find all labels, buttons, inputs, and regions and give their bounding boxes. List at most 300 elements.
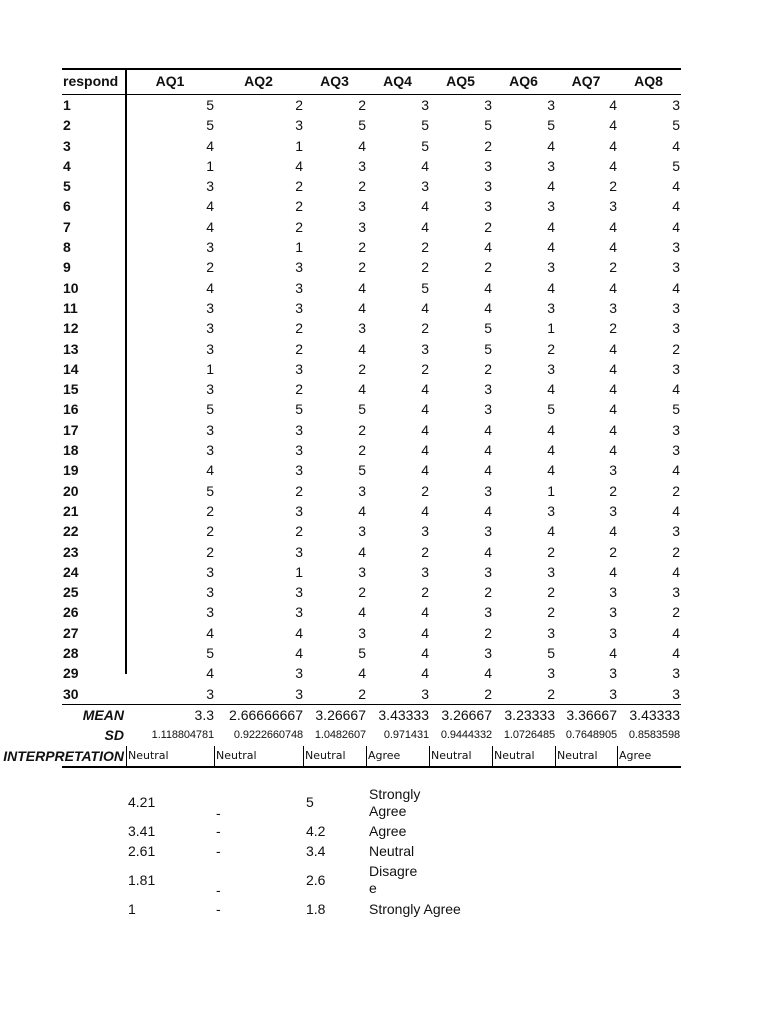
score-cell: 4	[206, 665, 214, 682]
score-cell: 3	[672, 97, 680, 113]
header-respondent: respond	[63, 73, 119, 89]
score-cell: 4	[206, 218, 214, 235]
table-row	[62, 481, 681, 501]
mean-value: 3.23333	[504, 706, 555, 723]
score-cell: 5	[206, 117, 214, 134]
score-cell: 4	[547, 239, 555, 256]
score-cell: 4	[295, 157, 303, 174]
sd-value: 0.8583598	[628, 729, 680, 742]
score-cell: 2	[484, 137, 492, 154]
score-cell: 3	[206, 584, 214, 601]
score-cell: 3	[206, 320, 214, 337]
score-cell: 3	[609, 198, 617, 215]
score-cell: 2	[421, 584, 429, 601]
scale-high: 2.6	[306, 872, 326, 888]
score-cell: 5	[672, 401, 680, 418]
interpretation-value: Neutral	[303, 746, 365, 766]
score-cell: 4	[484, 665, 492, 682]
score-cell: 2	[547, 340, 555, 357]
scale-high: 3.4	[306, 843, 326, 859]
table-row	[62, 399, 681, 419]
respondent-id: 9	[63, 259, 71, 276]
header-aq4: AQ4	[383, 73, 412, 89]
score-cell: 4	[484, 421, 492, 438]
score-cell: 5	[295, 401, 303, 418]
scale-low: 3.41	[128, 823, 156, 839]
score-cell: 4	[609, 645, 617, 662]
header-aq5: AQ5	[446, 73, 475, 89]
score-cell: 3	[609, 299, 617, 316]
score-cell: 2	[206, 523, 214, 540]
score-cell: 4	[547, 523, 555, 540]
score-cell: 2	[609, 259, 617, 276]
score-cell: 3	[421, 685, 429, 702]
score-cell: 5	[206, 645, 214, 662]
scale-high: 1.8	[306, 901, 326, 917]
score-cell: 2	[484, 584, 492, 601]
score-cell: 4	[358, 665, 366, 682]
score-cell: 3	[609, 584, 617, 601]
sd-value: 1.0726485	[503, 729, 555, 742]
score-cell: 2	[547, 685, 555, 702]
respondent-id: 5	[63, 178, 71, 195]
score-cell: 2	[358, 584, 366, 601]
score-cell: 2	[672, 482, 680, 499]
scale-high: 5	[306, 794, 314, 810]
table-row	[62, 196, 681, 216]
interpretation-value: Neutral	[429, 746, 491, 766]
header-aq2: AQ2	[244, 73, 273, 89]
score-cell: 3	[484, 401, 492, 418]
score-cell: 3	[206, 340, 214, 357]
sd-value: 0.9444332	[440, 729, 492, 742]
score-cell: 5	[358, 645, 366, 662]
score-cell: 4	[206, 279, 214, 296]
score-cell: 3	[609, 502, 617, 519]
score-cell: 5	[484, 340, 492, 357]
interpretation-value: Agree	[366, 746, 428, 766]
respondent-id: 4	[63, 157, 71, 174]
mean-row	[62, 704, 681, 725]
mean-value: 3.43333	[378, 706, 429, 723]
score-cell: 2	[672, 340, 680, 357]
score-cell: 4	[547, 381, 555, 398]
score-cell: 4	[609, 401, 617, 418]
score-cell: 5	[484, 320, 492, 337]
score-cell: 3	[672, 259, 680, 276]
score-cell: 5	[421, 117, 429, 134]
scale-desc: Strongly Agree	[369, 901, 461, 917]
score-cell: 2	[484, 360, 492, 377]
score-cell: 4	[609, 137, 617, 154]
score-cell: 3	[484, 523, 492, 540]
score-cell: 4	[609, 218, 617, 235]
survey-table	[3, 68, 681, 768]
score-cell: 1	[295, 239, 303, 256]
score-cell: 3	[295, 685, 303, 702]
score-cell: 4	[484, 279, 492, 296]
header-aq6: AQ6	[509, 73, 538, 89]
respondent-id: 18	[63, 442, 79, 459]
table-row	[62, 460, 681, 480]
scale-dash: -	[216, 823, 221, 839]
score-cell: 3	[672, 320, 680, 337]
table-row	[62, 217, 681, 237]
score-cell: 3	[295, 442, 303, 459]
score-cell: 4	[421, 462, 429, 479]
score-cell: 2	[358, 239, 366, 256]
score-cell: 2	[484, 624, 492, 641]
respondent-id: 3	[63, 137, 71, 154]
score-cell: 3	[295, 279, 303, 296]
score-cell: 3	[609, 624, 617, 641]
score-cell: 3	[609, 685, 617, 702]
score-cell: 3	[421, 563, 429, 580]
score-cell: 3	[547, 563, 555, 580]
score-cell: 4	[609, 381, 617, 398]
respondent-id: 29	[63, 665, 79, 682]
mean-label: MEAN	[82, 706, 124, 723]
score-cell: 3	[484, 645, 492, 662]
respondent-id: 24	[63, 563, 79, 580]
score-cell: 4	[672, 502, 680, 519]
score-cell: 3	[547, 665, 555, 682]
score-cell: 3	[547, 97, 555, 113]
score-cell: 4	[421, 218, 429, 235]
table-row	[62, 562, 681, 582]
score-cell: 3	[206, 239, 214, 256]
header-aq3: AQ3	[320, 73, 349, 89]
respondent-id: 10	[63, 279, 79, 296]
score-cell: 4	[358, 340, 366, 357]
interpretation-value: Agree	[617, 746, 679, 766]
score-cell: 4	[672, 198, 680, 215]
score-cell: 3	[206, 178, 214, 195]
score-cell: 2	[421, 239, 429, 256]
score-cell: 4	[609, 442, 617, 459]
score-cell: 4	[358, 543, 366, 560]
score-cell: 3	[609, 462, 617, 479]
score-cell: 2	[609, 543, 617, 560]
sd-label: SD	[104, 727, 124, 744]
table-row	[62, 115, 681, 135]
score-cell: 2	[358, 259, 366, 276]
mean-value: 3.36667	[566, 706, 617, 723]
score-cell: 4	[672, 178, 680, 195]
table-row	[62, 359, 681, 379]
score-cell: 2	[421, 482, 429, 499]
score-cell: 3	[672, 665, 680, 682]
score-cell: 3	[672, 239, 680, 256]
score-cell: 3	[358, 482, 366, 499]
score-cell: 4	[421, 665, 429, 682]
score-cell: 5	[672, 117, 680, 134]
score-cell: 3	[547, 299, 555, 316]
score-cell: 4	[358, 279, 366, 296]
table-row	[62, 176, 681, 196]
score-cell: 2	[358, 421, 366, 438]
score-cell: 2	[547, 604, 555, 621]
score-cell: 4	[672, 462, 680, 479]
score-cell: 3	[295, 543, 303, 560]
score-cell: 3	[547, 502, 555, 519]
score-cell: 3	[358, 157, 366, 174]
score-cell: 3	[672, 360, 680, 377]
scale-dash: -	[216, 901, 221, 917]
score-cell: 2	[421, 360, 429, 377]
score-cell: 1	[547, 320, 555, 337]
score-cell: 4	[672, 563, 680, 580]
score-cell: 4	[609, 563, 617, 580]
scale-desc: Agree	[369, 823, 407, 839]
table-row	[62, 643, 681, 663]
score-cell: 3	[547, 360, 555, 377]
score-cell: 2	[295, 198, 303, 215]
score-cell: 5	[206, 482, 214, 499]
scale-low: 1.81	[128, 872, 156, 888]
score-cell: 2	[484, 685, 492, 702]
table-row	[62, 278, 681, 298]
interpretation-value: Neutral	[555, 746, 616, 766]
score-cell: 3	[358, 320, 366, 337]
table-row	[62, 318, 681, 338]
score-cell: 4	[421, 157, 429, 174]
table-row	[62, 379, 681, 399]
score-cell: 4	[358, 381, 366, 398]
header-aq1: AQ1	[155, 73, 185, 89]
score-cell: 2	[295, 97, 303, 113]
score-cell: 3	[206, 604, 214, 621]
score-cell: 2	[358, 97, 366, 113]
table-row	[62, 501, 681, 521]
score-cell: 3	[358, 624, 366, 641]
score-cell: 2	[295, 178, 303, 195]
respondent-id: 21	[63, 502, 79, 519]
score-cell: 5	[484, 117, 492, 134]
respondent-id: 20	[63, 482, 79, 499]
score-cell: 4	[609, 279, 617, 296]
score-cell: 2	[609, 482, 617, 499]
score-cell: 4	[547, 421, 555, 438]
respondent-id: 14	[63, 360, 79, 377]
score-cell: 4	[421, 421, 429, 438]
score-cell: 1	[206, 360, 214, 377]
score-cell: 3	[547, 157, 555, 174]
score-cell: 2	[547, 543, 555, 560]
score-cell: 3	[672, 584, 680, 601]
table-row	[62, 136, 681, 156]
respondent-id: 26	[63, 604, 79, 621]
score-cell: 3	[672, 442, 680, 459]
table-row	[62, 663, 681, 683]
table-row	[62, 582, 681, 602]
table-row	[62, 420, 681, 440]
score-cell: 1	[206, 157, 214, 174]
score-cell: 5	[547, 117, 555, 134]
interpretation-value: Neutral	[126, 746, 213, 766]
score-cell: 3	[421, 340, 429, 357]
score-cell: 3	[295, 421, 303, 438]
score-cell: 2	[358, 442, 366, 459]
score-cell: 4	[672, 624, 680, 641]
score-cell: 2	[295, 340, 303, 357]
scale-desc: Neutral	[369, 843, 415, 859]
score-cell: 3	[609, 665, 617, 682]
score-cell: 2	[547, 584, 555, 601]
score-cell: 4	[609, 117, 617, 134]
score-cell: 4	[421, 299, 429, 316]
score-cell: 3	[358, 198, 366, 215]
score-cell: 4	[609, 340, 617, 357]
score-cell: 5	[672, 157, 680, 174]
score-cell: 2	[609, 320, 617, 337]
score-cell: 2	[358, 685, 366, 702]
sd-row	[62, 725, 681, 745]
score-cell: 1	[295, 137, 303, 154]
score-cell: 3	[672, 299, 680, 316]
respondent-id: 1	[63, 97, 71, 113]
score-cell: 3	[421, 178, 429, 195]
score-cell: 5	[206, 97, 214, 113]
score-cell: 4	[421, 401, 429, 418]
respondent-id: 12	[63, 320, 79, 337]
score-cell: 4	[358, 299, 366, 316]
score-cell: 5	[421, 137, 429, 154]
respondent-id: 2	[63, 117, 71, 134]
respondent-id: 15	[63, 381, 79, 398]
score-cell: 2	[421, 320, 429, 337]
header-aq7: AQ7	[571, 73, 601, 89]
column-divider	[125, 68, 127, 674]
scale-dash: -	[216, 805, 221, 821]
score-cell: 3	[295, 584, 303, 601]
table-header	[62, 68, 681, 95]
score-cell: 4	[484, 299, 492, 316]
score-cell: 2	[484, 259, 492, 276]
score-cell: 4	[295, 624, 303, 641]
table-row	[62, 623, 681, 643]
score-cell: 4	[547, 218, 555, 235]
score-cell: 4	[547, 442, 555, 459]
header-aq8: AQ8	[634, 73, 663, 89]
respondent-id: 19	[63, 462, 79, 479]
respondent-id: 23	[63, 543, 79, 560]
score-cell: 5	[421, 279, 429, 296]
score-cell: 2	[672, 604, 680, 621]
score-cell: 1	[547, 482, 555, 499]
score-cell: 4	[672, 137, 680, 154]
score-cell: 2	[295, 381, 303, 398]
score-cell: 5	[206, 401, 214, 418]
score-cell: 4	[484, 462, 492, 479]
scale-low: 4.21	[128, 794, 156, 810]
score-cell: 4	[421, 381, 429, 398]
score-cell: 3	[358, 563, 366, 580]
score-cell: 3	[484, 157, 492, 174]
score-cell: 3	[295, 604, 303, 621]
score-cell: 3	[421, 523, 429, 540]
score-cell: 3	[295, 665, 303, 682]
score-cell: 5	[358, 401, 366, 418]
score-cell: 2	[295, 482, 303, 499]
score-cell: 3	[547, 259, 555, 276]
respondent-id: 22	[63, 523, 79, 540]
scale-desc: Strongly Agree	[369, 786, 421, 819]
score-cell: 2	[421, 259, 429, 276]
respondent-id: 11	[63, 299, 78, 316]
score-cell: 1	[295, 563, 303, 580]
score-cell: 3	[547, 198, 555, 215]
score-cell: 5	[358, 462, 366, 479]
score-cell: 2	[295, 523, 303, 540]
respondent-id: 13	[63, 340, 79, 357]
score-cell: 4	[295, 645, 303, 662]
mean-value: 3.43333	[629, 706, 680, 723]
scale-dash: -	[216, 882, 221, 898]
scale-low: 2.61	[128, 843, 156, 859]
score-cell: 4	[672, 645, 680, 662]
mean-value: 3.26667	[315, 706, 366, 723]
score-cell: 4	[358, 604, 366, 621]
mean-value: 3.26667	[441, 706, 492, 723]
score-cell: 3	[206, 381, 214, 398]
score-cell: 3	[206, 421, 214, 438]
score-cell: 3	[672, 421, 680, 438]
score-cell: 2	[295, 218, 303, 235]
scale-dash: -	[216, 843, 221, 859]
score-cell: 4	[484, 442, 492, 459]
score-cell: 3	[421, 97, 429, 113]
score-cell: 2	[609, 178, 617, 195]
score-cell: 4	[672, 381, 680, 398]
score-cell: 3	[295, 117, 303, 134]
score-cell: 3	[484, 563, 492, 580]
table-row	[62, 339, 681, 359]
score-cell: 2	[421, 543, 429, 560]
score-cell: 3	[206, 685, 214, 702]
respondent-id: 30	[63, 685, 79, 702]
respondent-id: 28	[63, 645, 79, 662]
score-cell: 3	[609, 604, 617, 621]
score-cell: 4	[421, 624, 429, 641]
scale-desc: Disagree	[369, 863, 418, 896]
table-row	[62, 156, 681, 176]
table-row	[62, 542, 681, 562]
score-cell: 5	[547, 645, 555, 662]
table-row	[62, 95, 681, 115]
score-cell: 3	[484, 604, 492, 621]
interpretation-value: Neutral	[214, 746, 301, 766]
score-cell: 4	[609, 360, 617, 377]
score-cell: 4	[609, 239, 617, 256]
score-cell: 4	[206, 198, 214, 215]
score-cell: 2	[672, 543, 680, 560]
score-cell: 4	[421, 604, 429, 621]
respondent-id: 27	[63, 624, 79, 641]
sd-value: 0.7648905	[565, 729, 617, 742]
table-row	[62, 440, 681, 460]
interpretation-row	[3, 746, 681, 768]
score-cell: 4	[484, 502, 492, 519]
score-cell: 5	[358, 117, 366, 134]
score-cell: 2	[484, 218, 492, 235]
table-row	[62, 521, 681, 541]
table-row	[62, 237, 681, 257]
score-cell: 3	[295, 360, 303, 377]
score-cell: 2	[206, 259, 214, 276]
score-cell: 2	[206, 543, 214, 560]
score-cell: 4	[206, 462, 214, 479]
